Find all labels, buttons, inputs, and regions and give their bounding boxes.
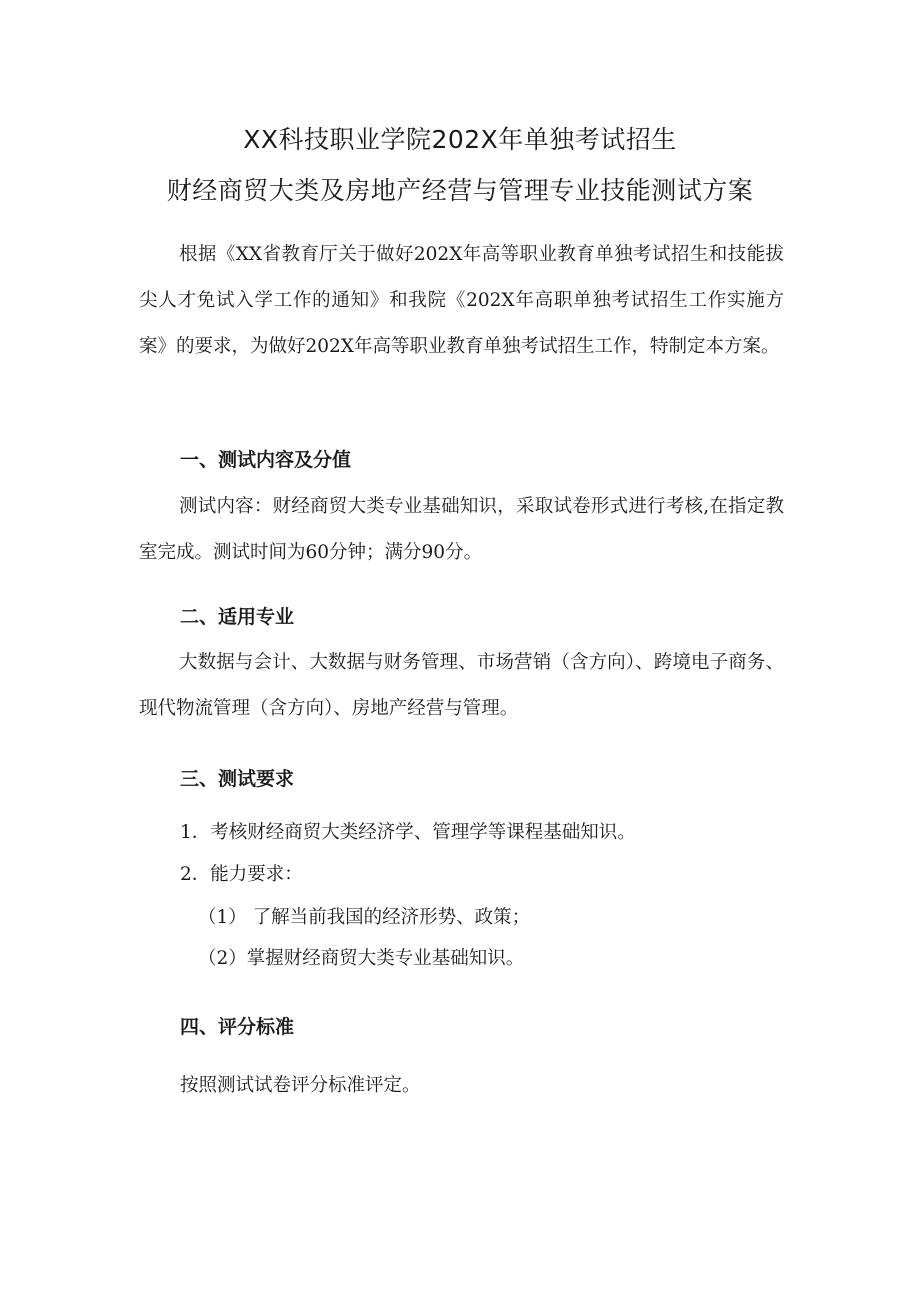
section-body-1: 测试内容：财经商贸大类专业基础知识，采取试卷形式进行考核,在指定教室完成。测试时间为60分钟；满分90分。 bbox=[139, 496, 784, 563]
section-heading-4: 四、评分标准 bbox=[180, 1016, 295, 1038]
requirement-item-2: 2．能力要求： bbox=[180, 864, 303, 885]
requirement-subitem-2: （2）掌握财经商贸大类专业基础知识。 bbox=[198, 948, 525, 969]
document-title-line2: 财经商贸大类及房地产经营与管理专业技能测试方案 bbox=[166, 176, 754, 205]
section-heading-1: 一、测试内容及分值 bbox=[180, 449, 352, 471]
document-title-line1: XX科技职业学院202X年单独考试招生 bbox=[243, 125, 677, 154]
section-body-4: 按照测试试卷评分标准评定。 bbox=[180, 1075, 421, 1096]
requirement-subitem-1: （1） 了解当前我国的经济形势、政策； bbox=[198, 907, 531, 928]
section-body-2: 大数据与会计、大数据与财务管理、市场营销（含方向）、跨境电子商务、现代物流管理（含方向）、房地产经营与管理。 bbox=[139, 652, 784, 719]
intro-paragraph: 根据《XX省教育厅关于做好202X年高等职业教育单独考试招生和技能拔尖人才免试入学工作的通知》和我院《202X年高职单独考试招生工作实施方案》的要求，为做好202X年高等职业教育单独考试招生工作，特制定本方案。 bbox=[139, 244, 784, 357]
requirement-item-1: 1．考核财经商贸大类经济学、管理学等课程基础知识。 bbox=[180, 822, 636, 843]
section-heading-3: 三、测试要求 bbox=[180, 768, 295, 790]
section-heading-2: 二、适用专业 bbox=[180, 606, 295, 628]
